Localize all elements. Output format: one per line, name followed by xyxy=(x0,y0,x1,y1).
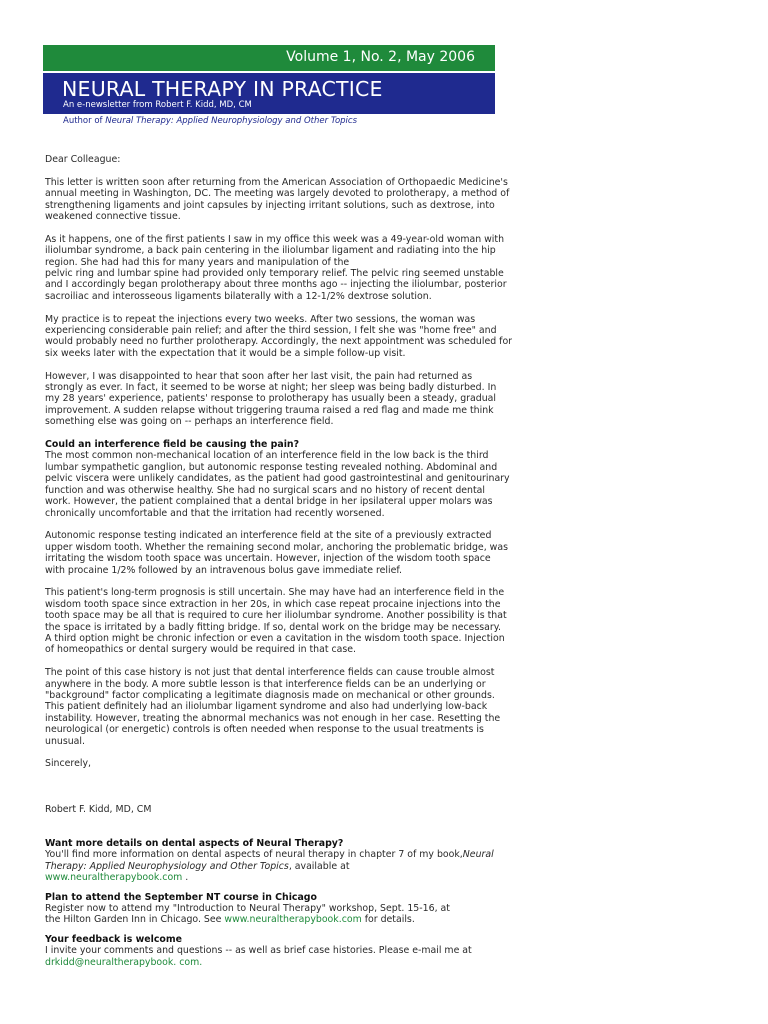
p5-line: lumbar sympathetic ganglion, but autonomic response testing revealed nothing. Abdominal and xyxy=(45,461,498,473)
dental-book-title-cont: Therapy: Applied Neurophysiology and Other Topics xyxy=(45,860,289,872)
p4-line: improvement. A sudden relapse without triggering trauma raised a red flag and made me think xyxy=(45,404,494,416)
p3-line: six weeks later with the expectation that it would be a simple follow-up visit. xyxy=(45,347,406,359)
volume-info: Volume 1, No. 2, May 2006 xyxy=(286,49,475,65)
p3-line: experiencing considerable pain relief; and after the third session, I felt she was "home free" and xyxy=(45,325,497,337)
p7-line: tooth space may be all that is required to cure her iliolumbar syndrome. Another possibility is that xyxy=(45,610,507,622)
paragraph-6 xyxy=(45,530,508,576)
p5-line: work. However, the patient complained that a dental bridge in her ipsilateral upper molars was xyxy=(45,496,493,508)
dental-line-3 xyxy=(45,872,500,883)
p3-line: My practice is to repeat the injections every two weeks. After two sessions, the woman was xyxy=(45,313,476,325)
p4-line: strongly as ever. In fact, it seemed to be worse at night; her sleep was being badly disturbed. In xyxy=(45,382,497,394)
feedback-line-1: I invite your comments and questions -- as well as brief case histories. Please e-mail me at xyxy=(45,945,472,957)
course-paragraph xyxy=(45,903,500,926)
course-line-2 xyxy=(45,914,500,925)
feedback-paragraph xyxy=(45,945,500,968)
p7-line: A third option might be chronic infection or even a cavitation in the wisdom tooth space. Injection xyxy=(45,632,505,644)
p3-line: would probably need no further prolotherapy. Accordingly, the next appointment was scheduled for xyxy=(45,336,513,348)
p7-line: This patient's long-term prognosis is still uncertain. She may have had an interference field in the xyxy=(45,587,505,599)
signature: Robert F. Kidd, MD, CM xyxy=(45,804,152,816)
closing: Sincerely, xyxy=(45,758,91,770)
paragraph-8 xyxy=(45,667,500,747)
salutation: Dear Colleague: xyxy=(45,154,121,165)
letter-body xyxy=(45,154,513,979)
dental-text: You'll find more information on dental aspects of neural therapy in chapter 7 of my book, xyxy=(45,849,463,861)
paragraph-7 xyxy=(45,587,507,656)
p6-line: with procaine 1/2% followed by an intravenous bolus gave immediate relief. xyxy=(45,564,402,576)
p4-line: my 28 years' experience, patients' response to prolotherapy has usually been a steady, gradual xyxy=(45,393,497,405)
dental-paragraph xyxy=(45,849,500,883)
p7-line: of homeopathics or dental surgery would be required in that case. xyxy=(45,644,357,656)
newsletter-subtitle: An e-newsletter from Robert F. Kidd, MD, CM xyxy=(63,100,252,110)
p8-line: neurological (or energetic) controls is often needed when response to the usual treatments is xyxy=(45,724,484,736)
course-text-end: for details. xyxy=(361,914,415,926)
author-book-title: Neural Therapy: Applied Neurophysiology and Other Topics xyxy=(105,116,358,126)
p4-line: However, I was disappointed to hear that soon after her last visit, the pain had returned as xyxy=(45,370,473,382)
p2-line: As it happens, one of the first patients I saw in my office this week was a 49-year-old woman with xyxy=(45,233,505,245)
p8-line: instability. However, treating the abnormal mechanics was not enough in her case. Resetting the xyxy=(45,712,501,724)
dental-trailing: . xyxy=(182,872,189,884)
paragraph-2 xyxy=(45,233,507,302)
volume-banner xyxy=(43,45,495,71)
author-prefix: Author of xyxy=(63,116,106,126)
p8-line: unusual. xyxy=(45,735,85,747)
dental-line-1 xyxy=(45,849,500,860)
p7-line: the space is irritated by a badly fitting bridge. If so, dental work on the bridge may be necessary. xyxy=(45,621,501,633)
course-website-link[interactable]: www.neuraltherapybook.com xyxy=(224,914,362,926)
dental-line-2 xyxy=(45,861,500,872)
website-link[interactable]: www.neuraltherapybook.com xyxy=(45,872,183,884)
dental-text-cont: , available at xyxy=(288,860,350,872)
p6-line: Autonomic response testing indicated an interference field at the site of a previously extracted xyxy=(45,530,492,542)
p2-line: and I accordingly began prolotherapy about three months ago -- injecting the iliolumbar, posterior xyxy=(45,279,507,291)
paragraph-4 xyxy=(45,371,500,428)
p1-line: strengthening ligaments and joint capsules by injecting irritant solutions, such as dextrose, into xyxy=(45,199,495,211)
p5-line: function and was otherwise healthy. She had no surgical scars and no history of recent dental xyxy=(45,484,486,496)
paragraph-1 xyxy=(45,176,510,223)
p2-line: region. She had had this for many years and manipulation of the xyxy=(45,256,350,268)
p5-line: The most common non-mechanical location of an interference field in the low back is the third xyxy=(45,450,489,462)
p5-line: chronically uncomfortable and that the irritation had recently worsened. xyxy=(45,507,385,519)
section-heading-interference: Could an interference field be causing the pain? xyxy=(45,439,300,451)
p8-line: "background" factor complicating a legitimate diagnosis made on mechanical or other grounds. xyxy=(45,689,495,701)
p8-line: This patient definitely had an iliolumbar ligament syndrome and also had underlying low-back xyxy=(45,701,488,713)
newsletter-title: NEURAL THERAPY IN PRACTICE xyxy=(62,77,383,101)
p5-line: pelvic viscera were unlikely candidates, as the patient had good gastrointestinal and genitourinary xyxy=(45,473,510,485)
course-text: the Hilton Garden Inn in Chicago. See xyxy=(45,914,225,926)
p6-line: irritating the wisdom tooth space was uncertain. However, injection of the wisdom tooth space xyxy=(45,553,491,565)
p1-line: annual meeting in Washington, DC. The meeting was largely devoted to prolotherapy, a method of xyxy=(45,188,510,200)
p2-line: iliolumbar syndrome, a back pain centering in the iliolumbar ligament and radiating into the hip xyxy=(45,245,496,257)
section-heading-dental: Want more details on dental aspects of Neural Therapy? xyxy=(45,837,344,849)
p2-line: sacroiliac and interosseous ligaments bilaterally with a 12-1/2% dextrose solution. xyxy=(45,290,432,302)
p6-line: upper wisdom tooth. Whether the remaining second molar, anchoring the problematic bridge, was xyxy=(45,541,508,553)
p4-line: something else was going on -- perhaps an interference field. xyxy=(45,416,334,428)
signature-space xyxy=(45,781,500,804)
p1-line: This letter is written soon after returning from the American Association of Orthopaedic Medicine's xyxy=(45,176,508,188)
section-heading-course: Plan to attend the September NT course in Chicago xyxy=(45,891,317,903)
p8-line: anywhere in the body. A more subtle lesson is that interference fields can be an underlying or xyxy=(45,678,486,690)
p8-line: The point of this case history is not just that dental interference fields can cause trouble almost xyxy=(45,667,495,679)
author-line xyxy=(63,116,357,126)
paragraph-3 xyxy=(45,313,513,360)
course-line-1: Register now to attend my "Introduction to Neural Therapy" workshop, Sept. 15-16, at xyxy=(45,903,450,915)
p1-line: weakened connective tissue. xyxy=(45,211,181,223)
paragraph-5 xyxy=(45,450,510,519)
p7-line: wisdom tooth space since extraction in her 20s, in which case repeat procaine injections into the xyxy=(45,598,501,610)
email-link[interactable]: drkidd@neuraltherapybook. com. xyxy=(45,956,203,968)
p2-line: pelvic ring and lumbar spine had provided only temporary relief. The pelvic ring seemed unstable xyxy=(45,268,504,280)
masthead xyxy=(43,73,495,114)
dental-book-title: Neural xyxy=(462,849,494,861)
section-heading-feedback: Your feedback is welcome xyxy=(45,933,182,945)
